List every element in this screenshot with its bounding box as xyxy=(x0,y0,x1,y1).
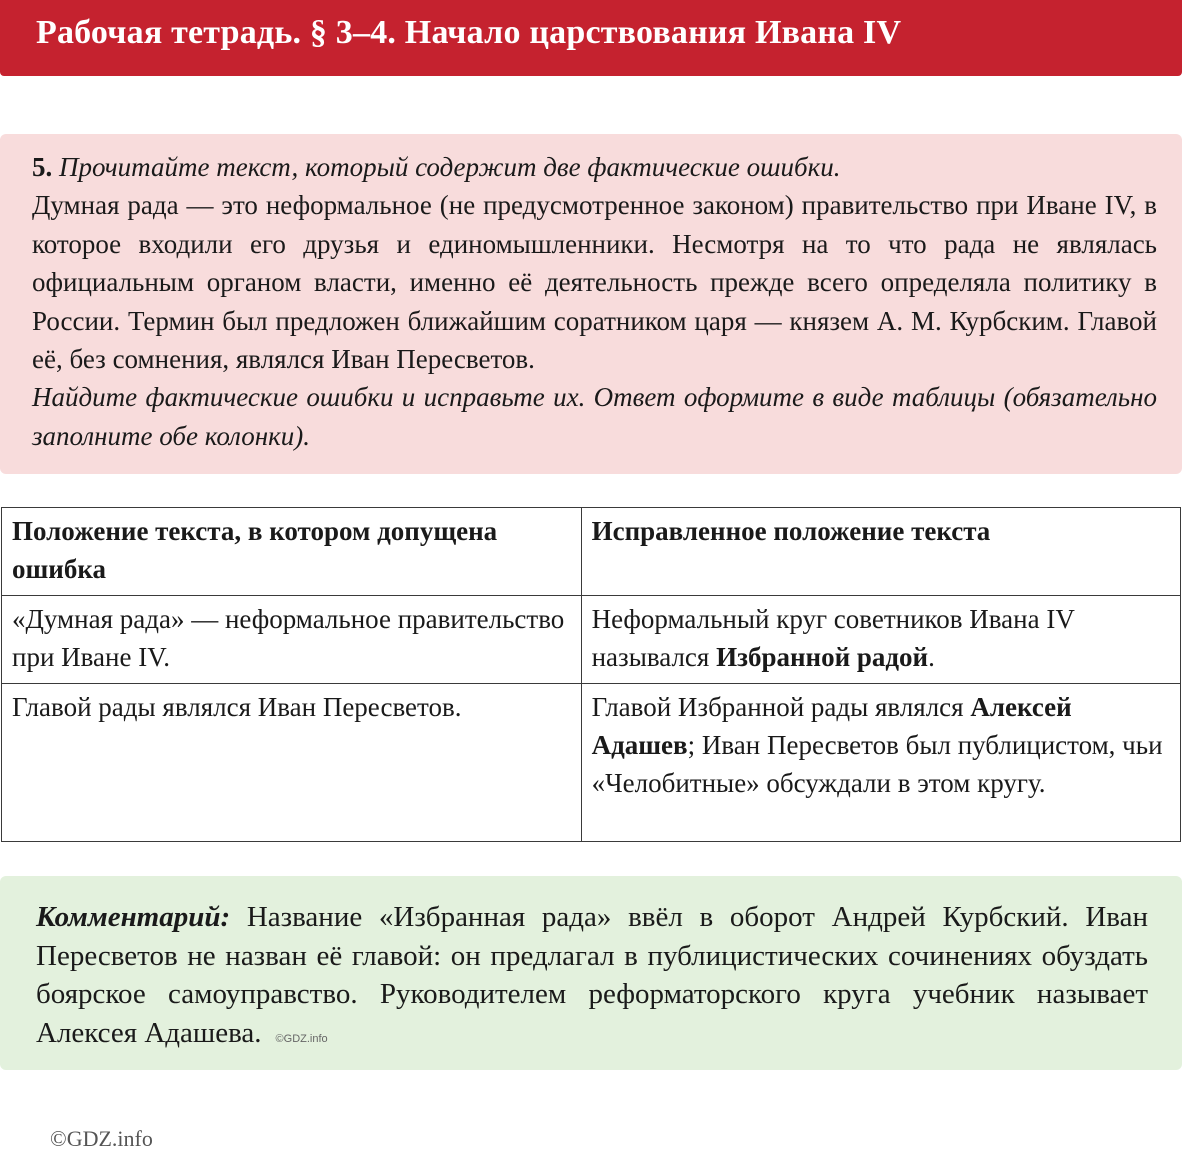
task-question: Найдите фактические ошибки и исправьте их. Ответ оформите в виде таблицы (обязательно заполните обе колонки). xyxy=(32,382,1157,451)
table-cell-fix xyxy=(581,683,1180,841)
fix-text: . xyxy=(928,642,935,673)
footer-watermark: ©GDZ.info xyxy=(50,1126,153,1149)
comment-text xyxy=(36,898,1148,1058)
table-cell-fix xyxy=(581,595,1180,683)
comment-label: Комментарий: xyxy=(36,901,231,933)
fix-text: Главой Избранной рады являлся xyxy=(591,691,971,722)
fix-highlight: Алексей Адашев xyxy=(591,691,1072,761)
table-row xyxy=(2,595,1181,683)
comment-body: Название «Избранная рада» ввёл в оборот Андрей Курбский. Иван Пересветов не назван её главой: он предлагал в публицистических сочинениях обуздать боярское самоуправство. Руководителем реформаторского круга учебник называет Алексея Адашева. xyxy=(36,901,1148,1049)
fix-text: ; Иван Пересветов был публицистом, чьи «Челобитные» обсуждали в этом кругу. xyxy=(591,730,1163,799)
page-header xyxy=(0,0,1182,76)
table-row xyxy=(2,683,1181,841)
page-title: Рабочая тетрадь. § 3–4. Начало царствования Ивана IV xyxy=(36,14,902,51)
table-header-fix: Исправленное положение текста xyxy=(581,508,1180,596)
table-header-error: Положение текста, в котором допущена ошибка xyxy=(2,508,582,596)
table-cell-error: Главой рады являлся Иван Пересветов. xyxy=(2,683,582,841)
table-header-row xyxy=(2,508,1181,596)
task-instruction-text: Прочитайте текст, который содержит две фактические ошибки. xyxy=(59,152,841,182)
inline-watermark: ©GDZ.info xyxy=(275,1032,328,1045)
answer-table xyxy=(1,507,1181,842)
task-text xyxy=(32,148,1157,455)
fix-text: Неформальный круг советников Ивана IV назывался xyxy=(591,603,1075,673)
fix-highlight: Избранной радой xyxy=(716,642,929,673)
task-instruction xyxy=(32,148,1157,186)
table-cell-error: «Думная рада» — неформальное правительство при Иване IV. xyxy=(2,595,582,683)
task-body: Думная рада — это неформальное (не предусмотренное законом) правительство при Иване IV, в которое входили его друзья и единомышленники. Несмотря на то что рада не являлась официальным органом власти, именно её деятельность прежде всего определяла политику в России. Термин был предложен ближайшим соратником царя — князем А. М. Курбским. Главой её, без сомнения, являлся Иван Пересветов. xyxy=(32,190,1157,375)
task-number: 5. xyxy=(32,152,53,182)
